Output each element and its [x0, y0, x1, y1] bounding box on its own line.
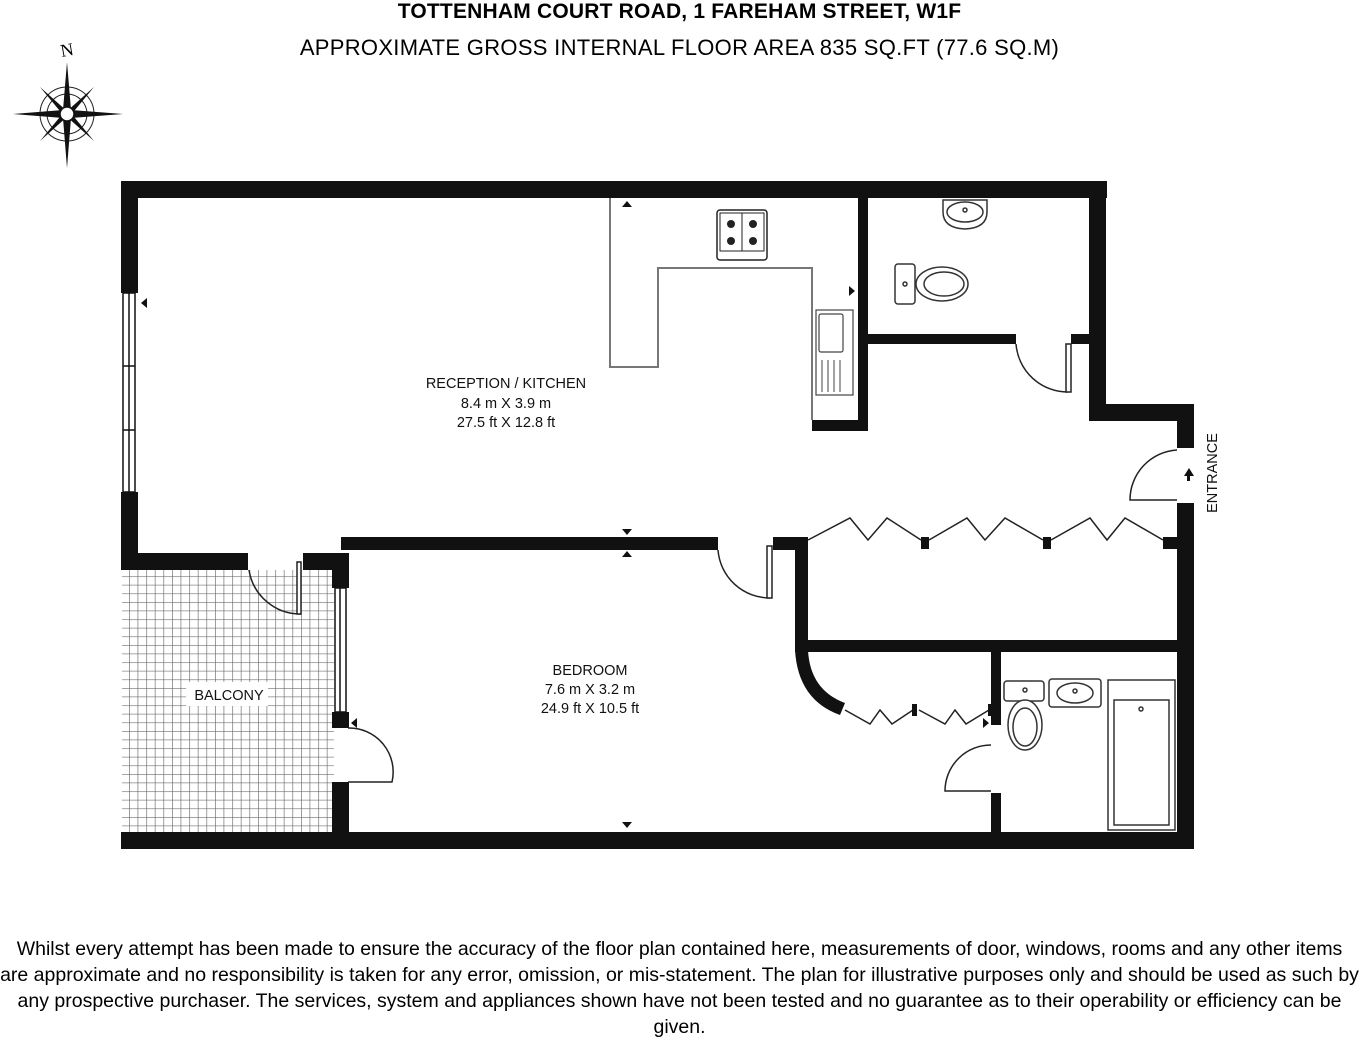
compass-north-letter: N: [58, 39, 76, 61]
window: [335, 588, 346, 712]
page-title: TOTTENHAM COURT ROAD, 1 FAREHAM STREET, W1F: [397, 0, 962, 23]
room-name-reception: RECEPTION / KITCHEN: [425, 376, 587, 392]
room-size-metric-reception: 8.4 m X 3.9 m: [460, 396, 552, 412]
toilet-icon: [895, 264, 968, 304]
room-name-bedroom: BEDROOM: [552, 663, 628, 679]
floor-area-subtitle: APPROXIMATE GROSS INTERNAL FLOOR AREA 835 SQ.FT (77.6 SQ.M): [299, 35, 1060, 60]
room-size-imperial-reception: 27.5 ft X 12.8 ft: [456, 415, 556, 431]
room-size-imperial-bedroom: 24.9 ft X 10.5 ft: [540, 701, 640, 717]
hob-icon: [717, 210, 767, 260]
entrance-label: ENTRANCE: [1205, 433, 1221, 513]
bathtub-icon: [1108, 680, 1175, 830]
compass-icon: [13, 39, 123, 168]
toilet-icon: [1004, 681, 1044, 750]
window: [123, 293, 135, 492]
room-name-balcony: BALCONY: [194, 688, 264, 704]
wc-sink-icon: [943, 200, 987, 229]
disclaimer-text: Whilst every attempt has been made to ensure the accuracy of the floor plan contained here, measurements of door, windows, rooms and any other items are approximate and no responsibility is taken for any error, omission, or mis-statement. The plan for illustrative purposes only and should be used as such by any prospective purchaser. The services, system and appliances shown have not been tested and no guarantee as to their operability or efficiency can be given.: [0, 938, 1359, 1038]
bathroom-sink-icon: [1049, 679, 1101, 707]
room-size-metric-bedroom: 7.6 m X 3.2 m: [544, 682, 636, 698]
